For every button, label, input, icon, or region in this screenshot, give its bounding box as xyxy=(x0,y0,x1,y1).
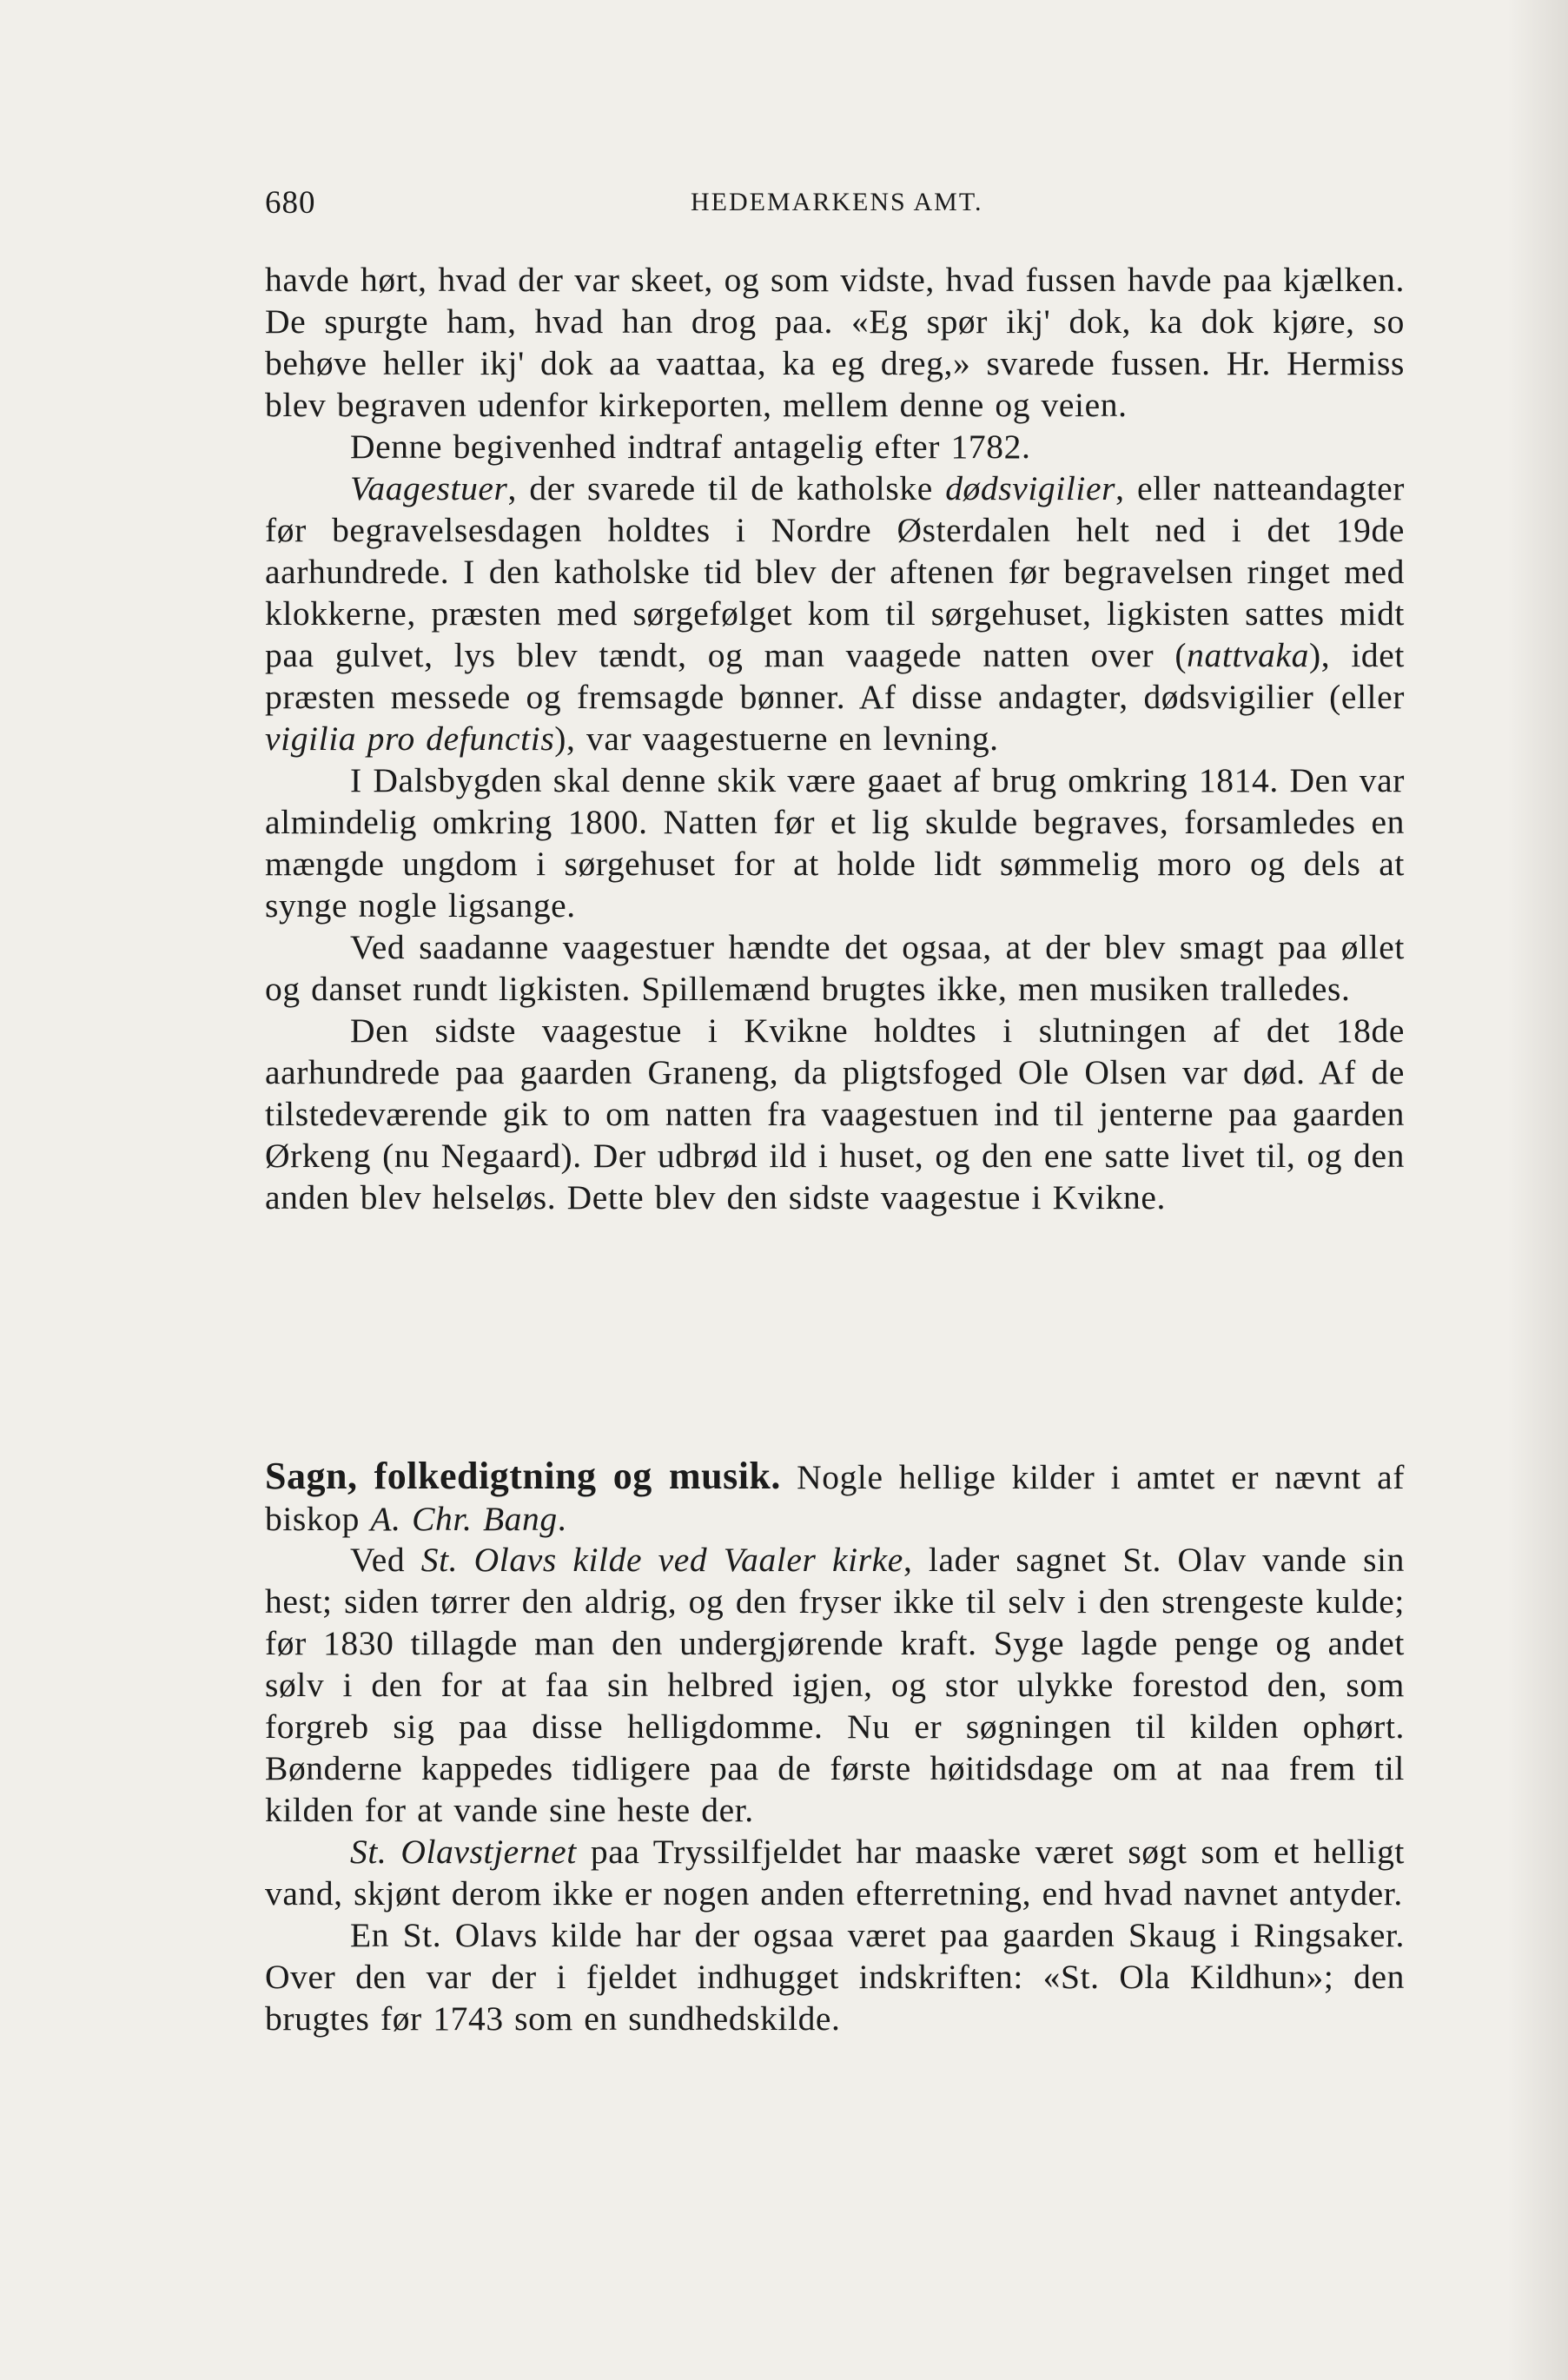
section-intro xyxy=(265,1455,1405,1540)
paragraph-3-text-1: , der svarede til de katholske xyxy=(507,469,946,507)
running-head xyxy=(265,184,1403,228)
paragraph-3-text-4: ), var vaagestuerne en levning. xyxy=(554,719,999,758)
body-text xyxy=(265,259,1405,1218)
term-dodsvigilier: dødsvigilier xyxy=(945,469,1116,507)
paragraph-8 xyxy=(265,1831,1405,1914)
section-intro-text-2: . xyxy=(557,1500,567,1538)
author-name: A. Chr. Bang xyxy=(370,1500,558,1538)
running-title: HEDEMARKENS AMT. xyxy=(691,188,983,216)
paragraph-3-text-3: ), idet præsten messede og fremsagde bønner. Af disse andagter, dødsvigilier (eller xyxy=(265,636,1405,716)
paragraph-6: Den sidste vaagestue i Kvikne holdtes i slutningen af det 18de aarhundrede paa gaarden Graneng, da pligtsfoged Ole Olsen var død. Af de tilstedeværende gik to om natten fra vaagestuen ind til jenterne paa gaarden Ørkeng (nu Negaard). Der udbrød ild i huset, og den ene satte livet til, og den anden blev helseløs. Dette blev den sidste vaagestue i Kvikne. xyxy=(265,1011,1405,1217)
paragraph-9: En St. Olavs kilde har der ogsaa været paa gaarden Skaug i Ringsaker. Over den var der i fjeldet indhugget indskriften: «St. Ola Kildhun»; den brugtes før 1743 som en sundhedskilde. xyxy=(265,1916,1405,2038)
paragraph-3 xyxy=(265,467,1405,759)
section-body xyxy=(265,1539,1405,2039)
page-number: 680 xyxy=(265,185,316,221)
paragraph-7-text-0: Ved xyxy=(350,1541,421,1579)
term-nattvaka: nattvaka xyxy=(1187,636,1309,674)
paragraph-5: Ved saadanne vaagestuer hændte det ogsaa, at der blev smagt paa øllet og danset rundt ligkisten. Spillemænd brugtes ikke, men musiken tralledes. xyxy=(265,928,1405,1008)
paragraph-7 xyxy=(265,1539,1405,1831)
place-st-olavstjernet: St. Olavstjernet xyxy=(350,1833,577,1871)
place-st-olavs-kilde: St. Olavs kilde ved Vaaler kirke xyxy=(420,1541,903,1579)
section-heading: Sagn, folkedigtning og musik. xyxy=(265,1455,781,1497)
paragraph-4: I Dalsbygden skal denne skik være gaaet af brug omkring 1814. Den var almindelig omkring 1800. Natten før et lig skulde begraves, forsamledes en mængde ungdom i sørgehuset for at holde lidt sømmelig moro og dels at synge nogle ligsange. xyxy=(265,761,1405,925)
paragraph-7-text-1: , lader sagnet St. Olav vande sin hest; siden tørrer den aldrig, og den fryser ikke til selv i den strengeste kulde; før 1830 tillagde man den undergjørende kraft. Syge lagde penge og andet sølv i den for at faa sin helbred igjen, og stor ulykke forestod den, som forgreb sig paa disse helligdomme. Nu er søgningen til kilden ophørt. Bønderne kappedes tidligere paa de første høitidsdage om at naa frem til kilden for at vande sine heste der. xyxy=(265,1541,1405,1829)
page-edge-shadow xyxy=(1507,0,1568,2380)
term-vaagestuer: Vaagestuer xyxy=(350,469,508,507)
paragraph-8-text-1: paa Tryssilfjeldet har maaske været søgt som et helligt vand, skjønt derom ikke er nogen anden efterretning, end hvad navnet antyder. xyxy=(265,1833,1405,1913)
paragraph-3-text-2: , eller natteandagter før begravelsesdagen holdtes i Nordre Østerdalen helt ned i det 19de aarhundrede. I den katholske tid blev der aftenen før begravelsen ringet med klokkerne, præsten med sørgefølget kom til sørgehuset, ligkisten sattes midt paa gulvet, lys blev tændt, og man vaagede natten over ( xyxy=(265,469,1405,674)
paragraph-1: havde hørt, hvad der var skeet, og som vidste, hvad fussen havde paa kjælken. De spurgte ham, hvad han drog paa. «Eg spør ikj' dok, ka dok kjøre, so behøve heller ikj' dok aa vaattaa, ka eg dreg,» svarede fussen. Hr. Hermiss blev begraven udenfor kirkeporten, mellem denne og veien. xyxy=(265,261,1405,424)
term-vigilia: vigilia pro defunctis xyxy=(265,719,555,758)
section-intro-text-1: Nogle hellige kilder i amtet er nævnt af biskop xyxy=(265,1458,1405,1538)
paragraph-2: Denne begivenhed indtraf antagelig efter 1782. xyxy=(350,428,1031,466)
